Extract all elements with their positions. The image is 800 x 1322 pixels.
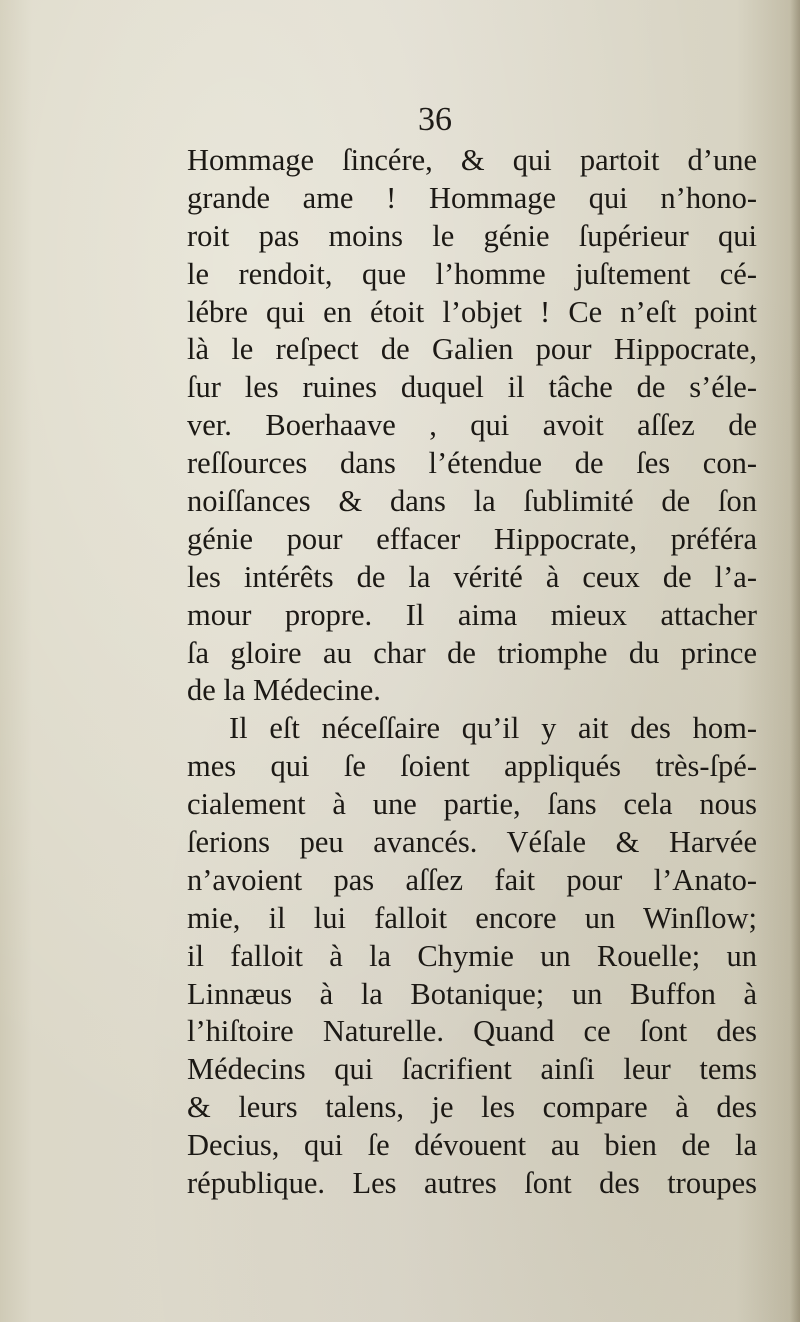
text-line: ſur les ruines duquel il tâche de s’éle-: [187, 370, 757, 405]
page-number: 36: [418, 101, 452, 138]
text-line: république. Les autres ſont des troupes: [187, 1166, 757, 1201]
text-line: roit pas moins le génie ſupérieur qui: [187, 218, 757, 253]
text-line: mie, il lui falloit encore un Winſlow;: [187, 900, 757, 935]
text-line: l’hiſtoire Naturelle. Quand ce ſont des: [187, 1014, 757, 1049]
text-line: les intérêts de la vérité à ceux de l’a-: [187, 559, 757, 594]
text-line: mour propre. Il aima mieux attacher: [187, 597, 757, 632]
text-line: Hommage ſincére, & qui partoit d’une: [187, 143, 757, 177]
text-line: lébre qui en étoit l’objet ! Ce n’eſt point: [187, 294, 757, 329]
text-line: génie pour effacer Hippocrate, préféra: [187, 521, 757, 556]
text-line: noiſſances & dans la ſublimité de ſon: [187, 484, 757, 519]
text-line: Decius, qui ſe dévouent au bien de la: [187, 1128, 757, 1163]
text-line: n’avoient pas aſſez fait pour l’Anato-: [187, 862, 757, 897]
text-line: il falloit à la Chymie un Rouelle; un: [187, 938, 757, 973]
text-line: cialement à une partie, ſans cela nous: [187, 787, 757, 822]
text-line: là le reſpect de Galien pour Hippocrate,: [187, 332, 757, 367]
text-line: Médecins qui ſacrifient ainſi leur tems: [187, 1052, 757, 1087]
page-edge-shadow: [790, 0, 800, 1322]
text-line: & leurs talens, je les compare à des: [187, 1090, 757, 1125]
text-line: ſerions peu avancés. Véſale & Harvée: [187, 825, 757, 860]
text-line: mes qui ſe ſoient appliqués très-ſpé-: [187, 749, 757, 784]
text-line: ver. Boerhaave , qui avoit aſſez de: [187, 408, 757, 443]
text-line: le rendoit, que l’homme juſtement cé-: [187, 256, 757, 291]
text-line: ſa gloire au char de triomphe du prince: [187, 635, 757, 670]
body-text: [187, 142, 757, 1203]
text-line: grande ame ! Hommage qui n’hono-: [187, 180, 757, 215]
text-line: de la Médecine.: [187, 673, 381, 708]
text-line: Il eſt néceſſaire qu’il y ait des hom-: [229, 711, 757, 746]
text-line: Linnæus à la Botanique; un Buffon à: [187, 976, 757, 1011]
text-line: reſſources dans l’étendue de ſes con-: [187, 446, 757, 481]
